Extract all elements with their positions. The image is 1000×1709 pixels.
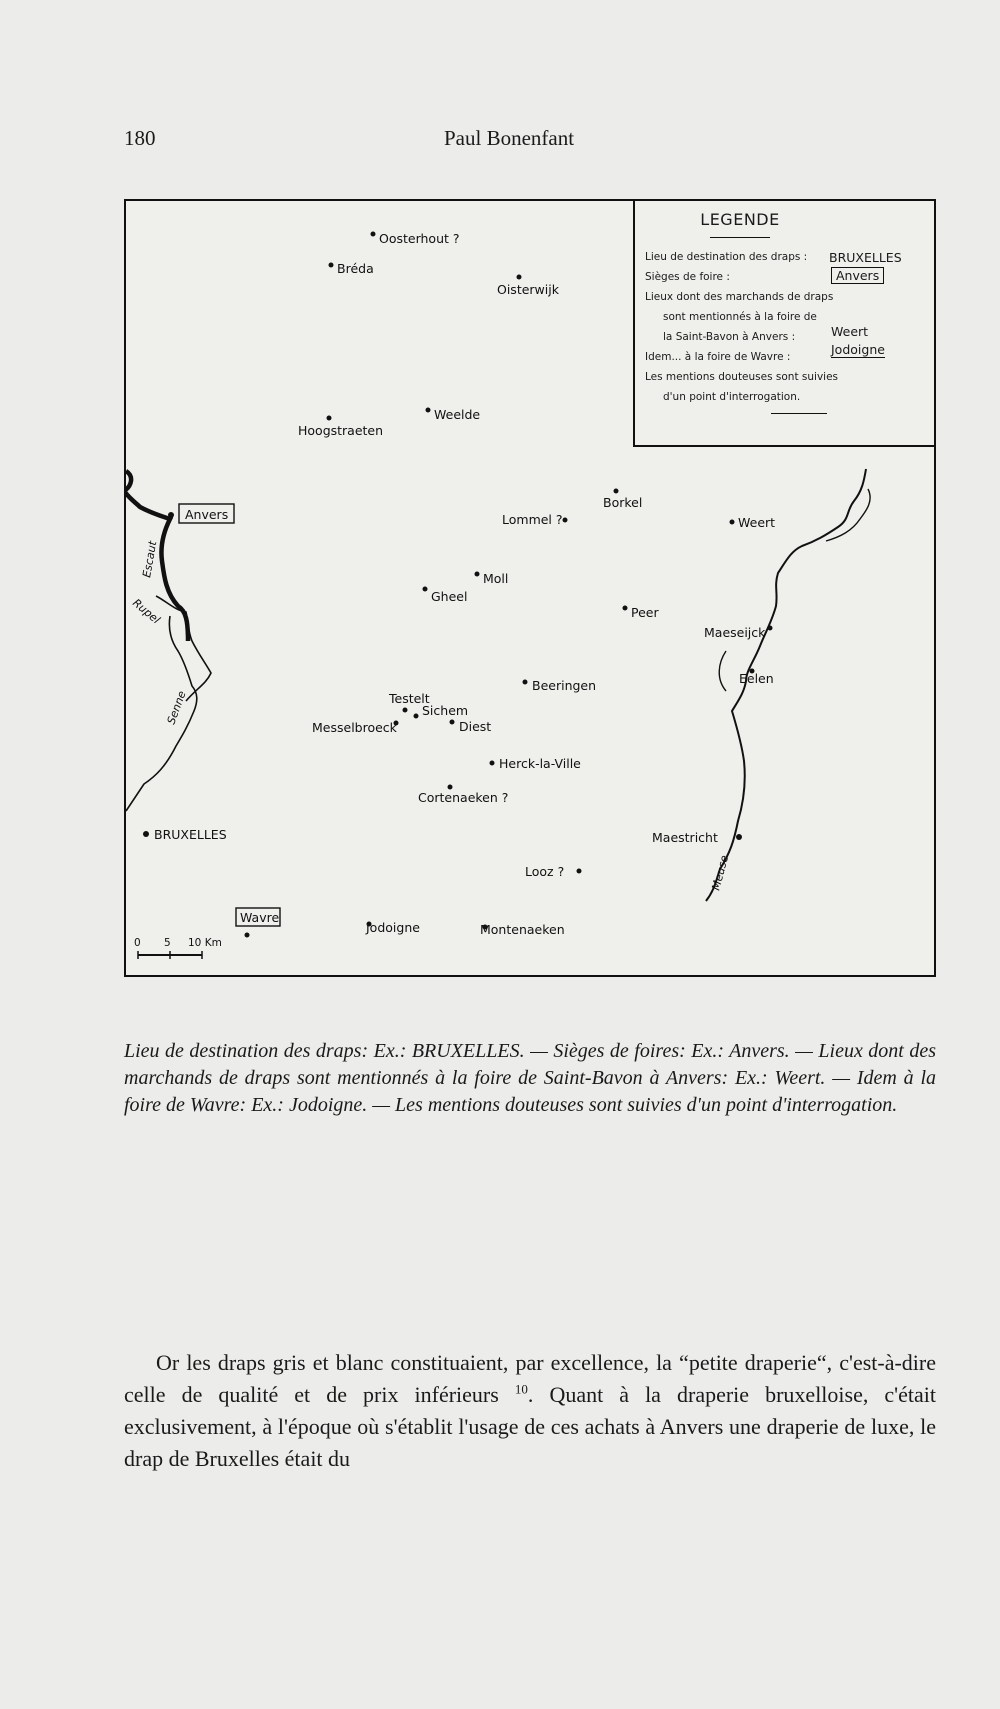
legend-row-marchands: Lieux dont des marchands de draps [645, 291, 834, 303]
scale-bar [134, 937, 222, 959]
place-eelen: Eelen [739, 671, 774, 686]
footnote-ref: 10 [514, 1381, 528, 1397]
place-jodoigne: Jodoigne [366, 920, 420, 935]
meuse-river [706, 469, 866, 901]
body-paragraph [124, 1347, 936, 1475]
place-wavre: Wavre [240, 910, 280, 925]
legend-title-rule [710, 237, 770, 238]
place-borkel: Borkel [603, 495, 643, 510]
place-testelt: Testelt [389, 691, 430, 706]
legend-title: LEGENDE [700, 210, 780, 229]
place-maeseijck: Maeseijck [704, 625, 766, 640]
place-anvers: Anvers [185, 507, 229, 522]
place-moll: Moll [483, 571, 509, 586]
place-maestricht: Maestricht [652, 830, 718, 845]
place-breda: Bréda [337, 261, 374, 276]
meuse-label: Meuse [709, 853, 732, 892]
escaut-label: Escaut [140, 540, 160, 579]
map-legend [633, 201, 934, 447]
running-head-author: Paul Bonenfant [444, 126, 575, 150]
scale-5: 5 [164, 937, 171, 949]
page-number: 180 [124, 126, 156, 150]
place-oosterhout: Oosterhout ? [379, 231, 460, 246]
legend-row-mentionnes: sont mentionnés à la foire de [663, 311, 817, 323]
place-sichem: Sichem [422, 703, 469, 718]
legend-row-douteuses: Les mentions douteuses sont suivies [645, 371, 839, 383]
senne-label: Senne [164, 689, 189, 727]
legend-example-wavre: Jodoigne [831, 342, 885, 357]
place-herck: Herck-la-Ville [499, 756, 581, 771]
place-weelde: Weelde [434, 407, 481, 422]
place-bruxelles: BRUXELLES [154, 827, 227, 842]
place-looz: Looz ? [525, 864, 565, 879]
legend-bottom-rule [771, 413, 827, 414]
legend-example-anvers: Weert [831, 324, 869, 339]
place-lommel: Lommel ? [502, 512, 563, 527]
body-text-before: Or les draps gris et blanc constituaient, par excellence, la “petite draperie“, c'est-à-dire celle de qualité et de prix inférieurs [124, 1350, 936, 1407]
legend-row-interrogation: d'un point d'interrogation. [663, 391, 801, 403]
rupel-river [156, 596, 211, 701]
place-montenaeken: Montenaeken [480, 922, 565, 937]
place-weert: Weert [738, 515, 776, 530]
legend-example-foire: Anvers [831, 267, 884, 284]
place-peer: Peer [631, 605, 659, 620]
place-messelbroeck: Messelbroeck [312, 720, 397, 735]
legend-example-destination: BRUXELLES [829, 250, 902, 265]
map-caption: Lieu de destination des draps: Ex.: BRUXELLES. — Sièges de foires: Ex.: Anvers. — Lieux dont des marchands de draps sont mentionnés à la foire de Saint-Bavon à Anvers: Ex.: Weert. — Idem à la foire de Wavre: Ex.: Jodoigne. — Les mentions douteuses sont suivies d'un point d'interrogation. [124, 1040, 936, 1116]
place-cortenaeken: Cortenaeken ? [418, 790, 509, 805]
scale-10: 10 Km [188, 937, 222, 949]
place-beeringen: Beeringen [532, 678, 597, 693]
body-text-after: . Quant à la draperie bruxelloise, c'était exclusivement, à l'époque où s'établit l'usage de ces achats à Anvers une draperie de luxe, le drap de Bruxelles était du [124, 1382, 936, 1471]
map [124, 199, 936, 977]
rupel-label: Rupel [130, 596, 163, 627]
place-diest: Diest [459, 719, 492, 734]
legend-row-destination: Lieu de destination des draps : [645, 251, 808, 263]
place-gheel: Gheel [431, 589, 468, 604]
place-oisterwijk: Oisterwijk [497, 282, 559, 297]
legend-row-saint-bavon: la Saint-Bavon à Anvers : [663, 331, 796, 343]
legend-row-wavre: Idem... à la foire de Wavre : [645, 351, 791, 363]
legend-row-foire: Sièges de foire : [645, 271, 730, 283]
scale-0: 0 [134, 937, 141, 949]
place-hoogstraeten: Hoogstraeten [298, 423, 384, 438]
senne-river [126, 616, 197, 811]
